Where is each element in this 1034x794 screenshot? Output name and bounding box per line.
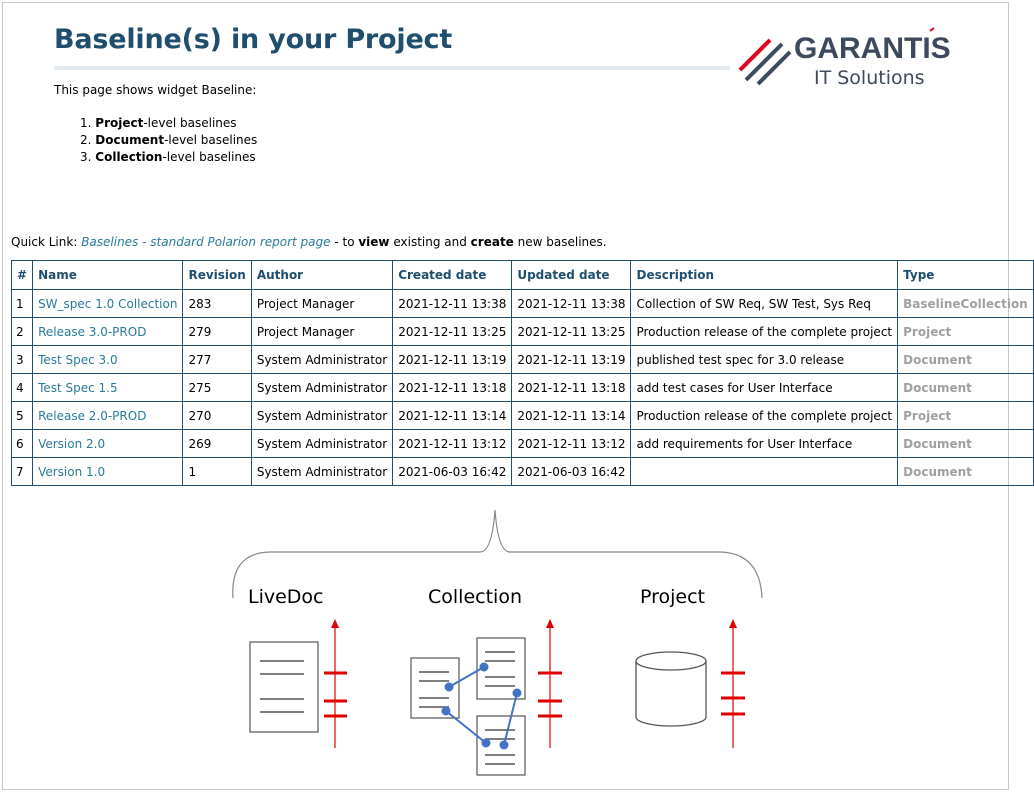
- quick-link-line: Quick Link: Baselines - standard Polarion report page - to view existing and create new baselines.: [11, 235, 607, 249]
- logo-dark-stripe-icon: [758, 52, 790, 84]
- curly-brace-icon: [233, 510, 762, 598]
- label-livedoc: LiveDoc: [248, 586, 324, 608]
- baseline-name-link[interactable]: Version 1.0: [33, 458, 183, 486]
- collection-timeline-icon: [538, 619, 562, 748]
- livedoc-document-icon: [250, 642, 318, 732]
- project-database-icon: [636, 652, 706, 726]
- logo-red-stripe-icon: [740, 40, 770, 70]
- col-header-author: Author: [251, 261, 392, 290]
- label-collection: Collection: [428, 586, 522, 608]
- table-header-row: [12, 261, 1034, 290]
- col-header-created: Created date: [393, 261, 512, 290]
- list-item: 3. Collection-level baselines: [80, 150, 256, 164]
- baseline-levels-list: [80, 115, 257, 166]
- col-header-type: Type: [898, 261, 1034, 290]
- project-timeline-icon: [721, 619, 745, 748]
- polarion-report-link[interactable]: Baselines - standard Polarion report page: [81, 235, 331, 249]
- baselines-table: [11, 260, 1034, 486]
- baseline-name-link[interactable]: Release 3.0-PROD: [33, 318, 183, 346]
- list-item: 2. Document-level baselines: [80, 133, 258, 147]
- label-project: Project: [640, 586, 706, 608]
- company-logo: [738, 28, 951, 90]
- table-row: 3 Test Spec 3.0 277 System Administrator 2021-12-11 13:19 2021-12-11 13:19 published test spec for 3.0 release Document: [12, 346, 1034, 374]
- table-row: 6 Version 2.0 269 System Administrator 2021-12-11 13:12 2021-12-11 13:12 add requirements for User Interface Document: [12, 430, 1034, 458]
- baseline-name-link[interactable]: SW_spec 1.0 Collection: [33, 290, 183, 318]
- table-row: 4 Test Spec 1.5 275 System Administrator 2021-12-11 13:18 2021-12-11 13:18 add test cases for User Interface Document: [12, 374, 1034, 402]
- logo-accent-icon: [930, 28, 934, 31]
- page-title: Baseline(s) in your Project: [54, 24, 453, 55]
- logo-brand: GARANTIS: [794, 32, 951, 65]
- baseline-name-link[interactable]: Test Spec 3.0: [33, 346, 183, 374]
- list-item: 1. Project-level baselines: [80, 116, 237, 130]
- baseline-name-link[interactable]: Test Spec 1.5: [33, 374, 183, 402]
- livedoc-timeline-icon: [324, 619, 347, 748]
- col-header-updated: Updated date: [512, 261, 631, 290]
- intro-text: This page shows widget Baseline:: [54, 83, 257, 97]
- baseline-diagram: [200, 505, 800, 785]
- col-header-description: Description: [631, 261, 898, 290]
- table-row: 5 Release 2.0-PROD 270 System Administrator 2021-12-11 13:14 2021-12-11 13:14 Production release of the complete project Project: [12, 402, 1034, 430]
- logo-dark-stripe-icon: [746, 44, 782, 80]
- baseline-name-link[interactable]: Release 2.0-PROD: [33, 402, 183, 430]
- baseline-name-link[interactable]: Version 2.0: [33, 430, 183, 458]
- table-row: 2 Release 3.0-PROD 279 Project Manager 2021-12-11 13:25 2021-12-11 13:25 Production release of the complete project Project: [12, 318, 1034, 346]
- logo-subtitle: IT Solutions: [814, 67, 925, 89]
- title-underline: [54, 66, 730, 70]
- table-row: 1 SW_spec 1.0 Collection 283 Project Manager 2021-12-11 13:38 2021-12-11 13:38 Collection of SW Req, SW Test, Sys Req BaselineCollection: [12, 290, 1034, 318]
- col-header-revision: Revision: [183, 261, 251, 290]
- col-header-name: Name: [33, 261, 183, 290]
- col-header-num: #: [12, 261, 33, 290]
- table-row: 7 Version 1.0 1 System Administrator 2021-06-03 16:42 2021-06-03 16:42 Document: [12, 458, 1034, 486]
